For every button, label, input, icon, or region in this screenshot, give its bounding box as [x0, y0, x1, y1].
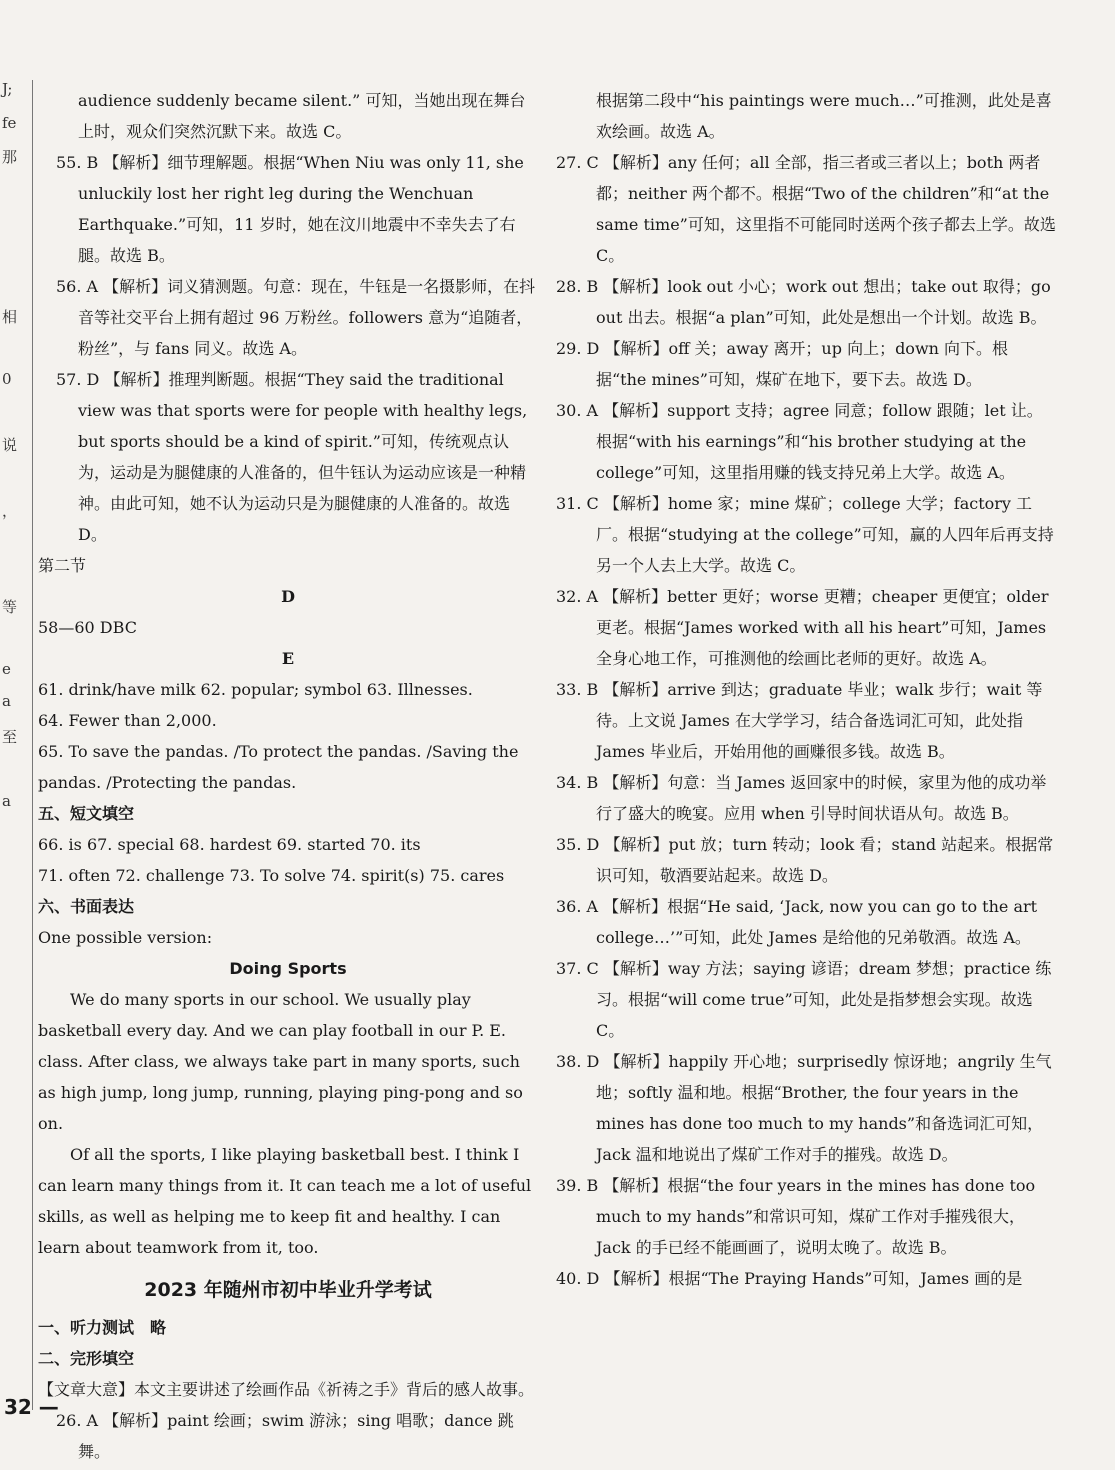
edge-fragment: a [2, 792, 11, 810]
right-column [556, 85, 1056, 1294]
answer-36: 36. A 【解析】根据“He said, ‘Jack, now you can go to the art college…’”可知，此处 James 是给他的兄弟敬酒。故选 A。 [556, 897, 1038, 947]
passage-heading-e: E [281, 649, 295, 668]
edge-fragment: 相 [2, 308, 18, 326]
edge-fragment: J; [2, 80, 13, 98]
answer-65: 65. To save the pandas. /To protect the pandas. /Saving the pandas. /Protecting the pandas. [38, 742, 519, 792]
section-heading: 二、完形填空 [38, 1349, 135, 1368]
answers-61-63: 61. drink/have milk 62. popular; symbol 63. Illnesses. [38, 680, 473, 699]
answer-34: 34. B 【解析】句意：当 James 返回家中的时候，家里为他的成功举行了盛大的晚宴。应用 when 引导时间状语从句。故选 B。 [556, 773, 1047, 823]
answers-71-75: 71. often 72. challenge 73. To solve 74. spirit(s) 75. cares [38, 866, 505, 885]
answers-58-60: 58—60 DBC [38, 618, 137, 637]
edge-fragment: fe [2, 114, 17, 132]
answer-54-continuation: audience suddenly became silent.” 可知，当她出现在舞台上时，观众们突然沉默下来。故选 C。 [78, 91, 526, 141]
answer-27: 27. C 【解析】any 任何；all 全部，指三者或三者以上；both 两者都；neither 两个都不。根据“Two of the children”和“at the same time”可知，这里指不可能同时送两个孩子都去上学。故选 C。 [556, 153, 1056, 265]
exam-title: 2023 年随州市初中毕业升学考试 [144, 1279, 432, 1301]
page-number: 32 — [4, 1395, 59, 1419]
answer-35: 35. D 【解析】put 放；turn 转动；look 看；stand 站起来。根据常识可知，敬酒要站起来。故选 D。 [556, 835, 1054, 885]
edge-fragment: ， [2, 502, 18, 520]
edge-fragment: 说 [2, 436, 18, 454]
answer-33: 33. B 【解析】arrive 到达；graduate 毕业；walk 步行；wait 等待。上文说 James 在大学学习，结合备选词汇可知，此处指 James 毕业后，开始用他的画赚很多钱。故选 B。 [556, 680, 1043, 761]
edge-fragment: e [2, 660, 11, 678]
edge-fragment: 0 [2, 370, 12, 388]
version-label: One possible version: [38, 928, 213, 947]
left-edge-fragments [0, 80, 22, 860]
answer-55: 55. B 【解析】细节理解题。根据“When Niu was only 11, she unluckily lost her right leg during the Wenchuan Earthquake.”可知，11 岁时，她在汶川地震中不幸失去了右腿。故选 B。 [56, 153, 524, 265]
left-column [38, 85, 538, 1467]
answer-29: 29. D 【解析】off 关；away 离开；up 向上；down 向下。根据“the mines”可知，煤矿在地下，要下去。故选 D。 [556, 339, 1009, 389]
answer-57: 57. D 【解析】推理判断题。根据“They said the traditional view was that sports were for people with healthy legs, but sports should be a kind of spirit.”可知，传统观点认为，运动是为腿健康的人准备的，但牛钰认为运动应该是一种精神。由此可知，她不认为运动只是为腿健康的人准备的。故选 D。 [56, 370, 528, 544]
answer-28: 28. B 【解析】look out 小心；work out 想出；take out 取得；go out 出去。根据“a plan”可知，此处是想出一个计划。故选 B。 [556, 277, 1051, 327]
edge-fragment: 至 [2, 728, 18, 746]
answer-38: 38. D 【解析】happily 开心地；surprisedly 惊讶地；angrily 生气地；softly 温和地。根据“Brother, the four years in the mines has done too much to my hands”和备选词汇可知，Jack 温和地说出了煤矿工作对手的摧残。故选 D。 [556, 1052, 1052, 1164]
edge-fragment: a [2, 692, 11, 710]
essay-paragraph: We do many sports in our school. We usually play basketball every day. And we can play football in our P. E. class. After class, we always take part in many sports, such as high jump, long jump, running, playing ping-pong and so on. [38, 990, 523, 1133]
answer-64: 64. Fewer than 2,000. [38, 711, 217, 730]
passage-heading-d: D [281, 587, 295, 606]
answer-26: 26. A 【解析】paint 绘画；swim 游泳；sing 唱歌；dance 跳舞。 [56, 1411, 514, 1461]
answer-56: 56. A 【解析】词义猜测题。句意：现在，牛钰是一名摄影师，在抖音等社交平台上拥有超过 96 万粉丝。followers 意为“追随者，粉丝”，与 fans 同义。故选 A。 [56, 277, 536, 358]
margin-rule [32, 80, 33, 1410]
answer-30: 30. A 【解析】support 支持；agree 同意；follow 跟随；let 让。根据“with his earnings”和“his brother studying at the college”可知，这里指用赚的钱支持兄弟上大学。故选 A。 [556, 401, 1043, 482]
answers-66-70: 66. is 67. special 68. hardest 69. started 70. its [38, 835, 421, 854]
essay-title: Doing Sports [229, 959, 347, 978]
answer-40: 40. D 【解析】根据“The Praying Hands”可知，James 画的是 [556, 1269, 1023, 1288]
answer-26-continuation: 根据第二段中“his paintings were much…”可推测，此处是喜欢绘画。故选 A。 [596, 91, 1052, 141]
edge-fragment: 那 [2, 148, 18, 166]
answer-32: 32. A 【解析】better 更好；worse 更糟；cheaper 更便宜；older 更老。根据“James worked with all his heart”可知，James 全身心地工作，可推测他的绘画比老师的更好。故选 A。 [556, 587, 1049, 668]
edge-fragment: 等 [2, 598, 18, 616]
section-heading: 第二节 [38, 556, 87, 575]
section-heading: 一、听力测试 略 [38, 1318, 167, 1337]
answer-39: 39. B 【解析】根据“the four years in the mines has done too much to my hands”和常识可知，煤矿工作对手摧残很大，Jack 的手已经不能画画了，说明太晚了。故选 B。 [556, 1176, 1036, 1257]
section-heading: 六、书面表达 [38, 897, 135, 916]
article-summary: 【文章大意】本文主要讲述了绘画作品《祈祷之手》背后的感人故事。 [38, 1380, 535, 1399]
section-heading: 五、短文填空 [38, 804, 135, 823]
answer-37: 37. C 【解析】way 方法；saying 谚语；dream 梦想；practice 练习。根据“will come true”可知，此处是指梦想会实现。故选 C。 [556, 959, 1052, 1040]
essay-paragraph: Of all the sports, I like playing basketball best. I think I can learn many things from it. It can teach me a lot of useful skills, as well as helping me to keep fit and healthy. I can learn about teamwork from it, too. [38, 1145, 532, 1257]
answer-31: 31. C 【解析】home 家；mine 煤矿；college 大学；factory 工厂。根据“studying at the college”可知，赢的人四年后再支持另一个人去上大学。故选 C。 [556, 494, 1054, 575]
